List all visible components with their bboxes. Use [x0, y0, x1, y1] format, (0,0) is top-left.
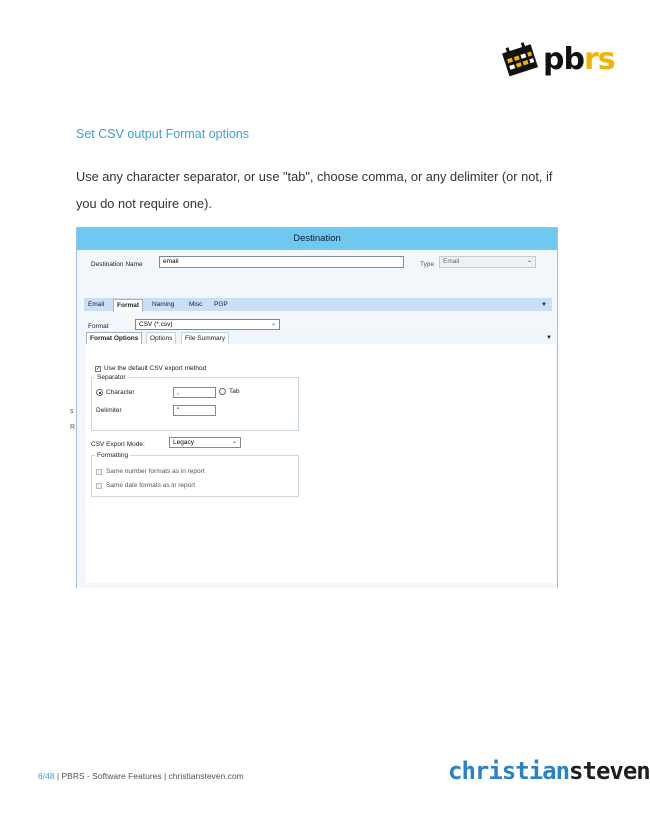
tab-format-options[interactable]: Format Options — [86, 332, 142, 345]
separator-group-label: Separator — [97, 374, 126, 381]
format-select[interactable] — [135, 319, 280, 330]
same-number-label: Same number formats as in report — [106, 468, 205, 475]
type-label: Type — [420, 261, 435, 268]
destination-tabs — [84, 298, 552, 311]
csv-export-mode-label: CSV Export Mode: — [91, 441, 145, 448]
tab-file-summary[interactable]: File Summary — [181, 332, 229, 345]
use-default-label: Use the default CSV export method — [104, 365, 207, 372]
logo-text-pb: pb — [543, 42, 584, 77]
body-paragraph: Use any character separator, or use "tab", choose comma, or any delimiter (or not, if you do not require one). — [76, 169, 553, 211]
page-footer — [38, 771, 244, 781]
use-default-checkbox[interactable]: ✓ — [96, 366, 101, 372]
delimiter-label: Delimiter — [96, 407, 122, 414]
window-title: Destination — [77, 228, 557, 250]
chevron-down-icon: ⌄ — [270, 321, 276, 327]
same-date-label: Same date formats as in report — [106, 482, 196, 489]
destination-name-input[interactable]: email — [159, 256, 404, 268]
formatting-group-label: Formatting — [97, 452, 129, 459]
format-subtabs — [86, 331, 556, 345]
csv-export-mode-value: Legacy — [173, 439, 194, 446]
window-body — [77, 250, 557, 588]
subtabs-dropdown-icon[interactable]: ▼ — [546, 335, 552, 341]
destination-window — [76, 227, 558, 588]
tab-options[interactable]: Options — [146, 332, 176, 345]
type-value: Email — [443, 258, 460, 265]
side-glyph: s — [70, 408, 74, 415]
tabs-dropdown-icon[interactable]: ▼ — [541, 302, 547, 308]
delimiter-input[interactable]: " — [173, 405, 216, 416]
character-radio[interactable] — [96, 389, 103, 396]
page-number: 6/48 — [38, 771, 55, 781]
tab-format[interactable]: Format — [113, 299, 143, 312]
tab-pgp[interactable]: PGP — [214, 301, 228, 308]
format-options-panel — [86, 344, 556, 583]
side-glyph: R — [70, 424, 76, 431]
destination-name-label: Destination Name — [91, 261, 143, 268]
character-input[interactable]: , — [173, 387, 216, 398]
pbrs-logo — [499, 42, 615, 77]
logo-text-christian: christian — [448, 757, 570, 785]
tab-misc[interactable]: Misc — [189, 301, 203, 308]
character-label: Character — [106, 389, 135, 396]
section-heading: Set CSV output Format options — [76, 127, 250, 141]
tab-label: Tab — [229, 388, 240, 395]
separator-group — [91, 374, 299, 431]
calendar-logo-icon — [499, 42, 543, 76]
tab-radio[interactable] — [219, 388, 226, 395]
same-number-checkbox[interactable] — [96, 469, 102, 475]
christiansteven-logo — [448, 757, 650, 785]
logo-text-steven: steven — [569, 757, 650, 785]
chevron-down-icon: ⌄ — [231, 439, 237, 445]
same-date-checkbox[interactable] — [96, 483, 102, 489]
format-label: Format — [88, 323, 109, 330]
format-value: CSV (*.csv) — [139, 321, 173, 328]
tab-naming[interactable]: Naming — [152, 301, 175, 308]
footer-text: | PBRS - Software Features | christiansteven.com — [54, 771, 244, 781]
csv-export-mode-select[interactable] — [169, 437, 241, 448]
logo-text-rs: rs — [583, 42, 615, 77]
formatting-group — [91, 452, 299, 497]
tab-email[interactable]: Email — [88, 301, 105, 308]
chevron-down-icon: ⌄ — [526, 258, 532, 264]
type-select[interactable] — [439, 256, 536, 268]
